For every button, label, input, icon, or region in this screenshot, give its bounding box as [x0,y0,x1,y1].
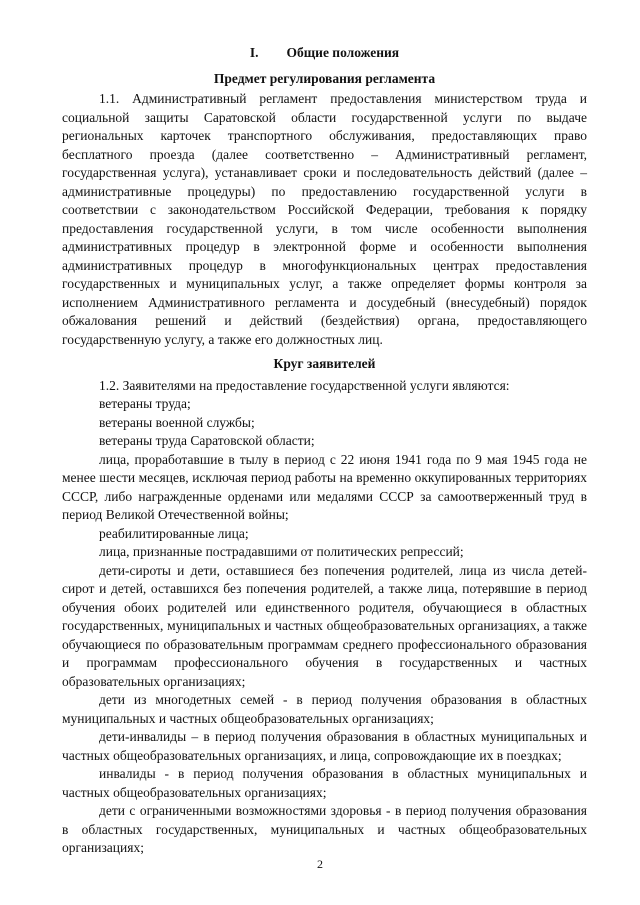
list-item: ветераны труда; [99,396,191,411]
section-title-subject: Предмет регулирования регламента [213,70,436,86]
paragraph-1-2: 1.2. Заявителями на предоставление государственной услуги являются: [99,377,510,393]
list-item: дети-инвалиды – в период получения образования в областных муниципальных и частных общеобразовательных организациях, и лица, сопровождающие их в поездках; [62,729,587,763]
list-item: дети из многодетных семей - в период получения образования в областных муниципальных и частных общеобразовательных организациях; [62,692,587,726]
document-page [62,44,587,858]
list-item: дети с ограниченными возможностями здоровья - в период получения образования в областных государственных, муниципальных и частных общеобразовательных организациях; [62,803,587,855]
list-item: лица, проработавшие в тылу в период с 22 июня 1941 года по 9 мая 1945 года не менее шести месяцев, исключая период работы на временно оккупированных территориях СССР, либо награжденные орденами или медалями СССР за самоотверженный труд в период Великой Отечественной войны; [62,451,587,522]
list-item: дети-сироты и дети, оставшиеся без попечения родителей, лица из числа детей-сирот и детей, оставшихся без попечения родителей, а также лица, потерявшие в период обучения обоих родителей или единственного родителя, обучающиеся в областных государственных, муниципальных и частных общеобразовательных организациях, а также обучающиеся по образовательным программам среднего профессионального образования и программам профессионального обучения в государственных и частных образовательных организациях; [62,562,587,689]
chapter-number: I. [249,45,259,60]
list-item: инвалиды - в период получения образования в областных муниципальных и частных общеобразовательных организациях; [62,766,587,800]
page-number: 2 [317,857,323,871]
section-title-applicants: Круг заявителей [273,356,376,371]
list-item: ветераны военной службы; [99,414,255,430]
paragraph-1-1: 1.1. Административный регламент предоставления министерством труда и социальной защиты Саратовской области государственной услуги по выдаче региональных карточек транспортного обслуживания, предоставляющих право бесплатного проезда (далее соответственно – Административный регламент, государственная услуга), устанавливает сроки и последовательность действий (далее – административные процедуры) по предоставлению государственной услуги в соответствии с законодательством Российской Федерации, требования к порядку предоставления государственной услуги, в том числе особенности выполнения административных процедур в электронной форме и особенности выполнения административных процедур в многофункциональных центрах предоставления государственных и муниципальных услуг, а также определяет формы контроля за исполнением Административного регламента и досудебный (внесудебный) порядок обжалования решений и действий (бездействия) органа, предоставляющего государственную услугу, а также его должностных лиц. [62,91,587,347]
list-item: лица, признанные пострадавшими от политических репрессий; [99,544,464,559]
list-item: реабилитированные лица; [99,525,249,541]
chapter-title: Общие положения [286,45,400,60]
chapter-heading [62,44,587,63]
list-item: ветераны труда Саратовской области; [99,433,315,448]
